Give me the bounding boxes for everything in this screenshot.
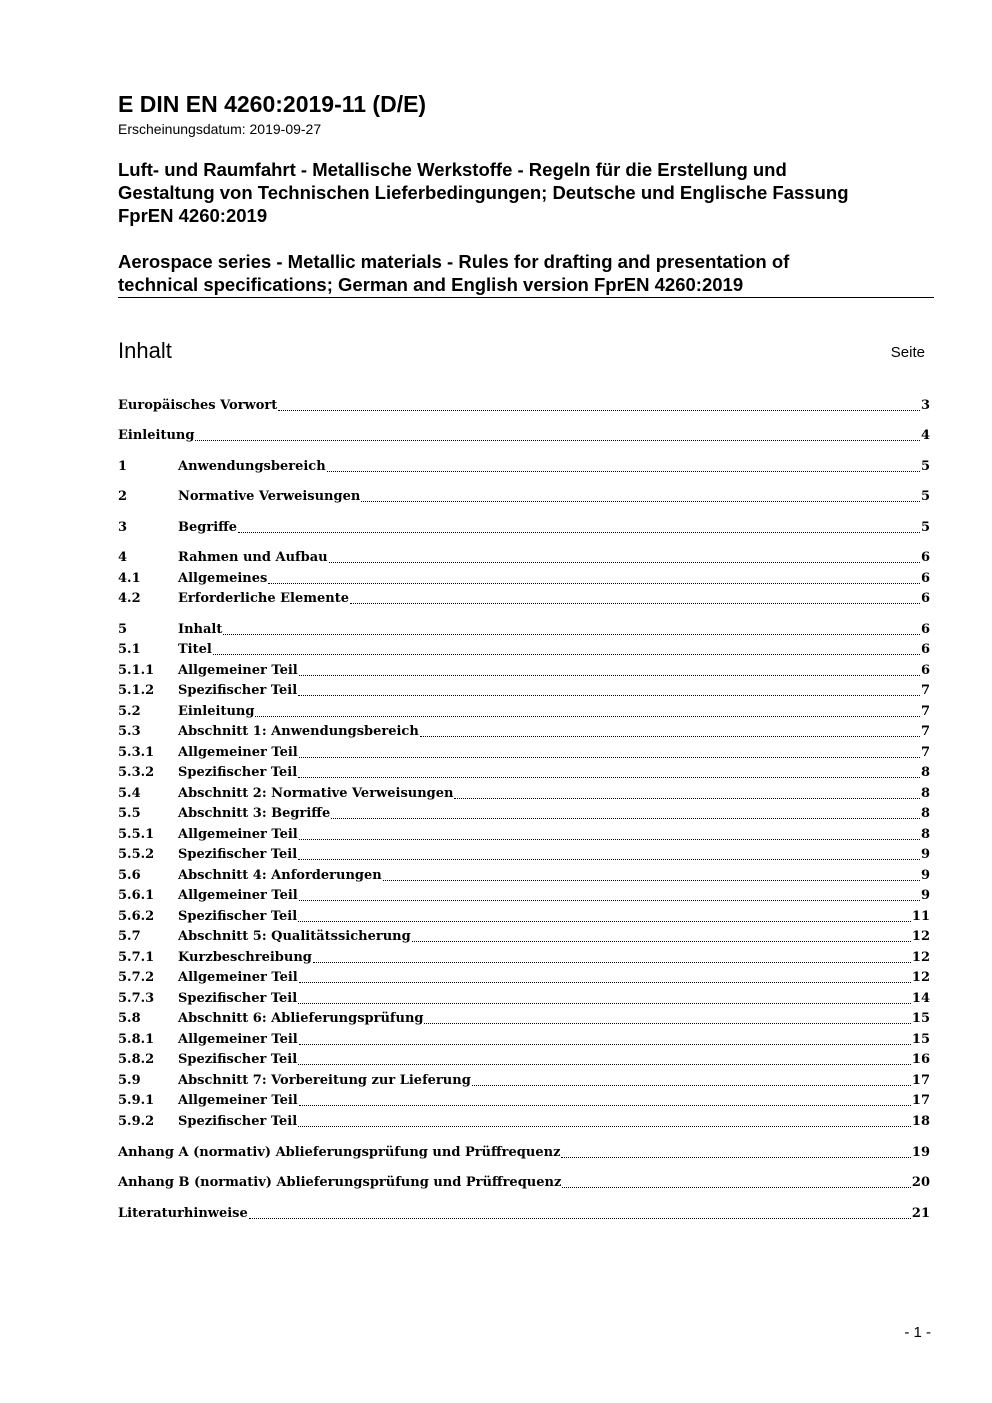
toc-entry-number: 5.2 [118, 704, 141, 719]
toc-dot-leader [298, 776, 920, 778]
toc-entry-title: Allgemeiner Teil [178, 663, 298, 678]
toc-entry-number: 4.1 [118, 571, 141, 586]
toc-entry-page: 18 [911, 1114, 930, 1129]
toc-entry-page: 5 [920, 520, 930, 535]
toc-entry-page: 6 [920, 550, 930, 565]
toc-entry-page: 17 [911, 1073, 930, 1088]
toc-entry-title: Kurzbeschreibung [178, 950, 312, 965]
toc-entry-number: 5.5 [118, 806, 141, 821]
toc-entry-number: 5.4 [118, 786, 141, 801]
toc-entry-title: Allgemeines [178, 571, 268, 586]
toc-entry-page: 6 [920, 571, 930, 586]
toc-entry-number: 2 [118, 489, 128, 504]
toc-entry[interactable] [118, 743, 930, 763]
toc-entry-page: 12 [911, 970, 930, 985]
toc-entry-title: Begriffe [178, 520, 238, 535]
toc-dot-leader [299, 756, 920, 758]
toc-entry[interactable] [118, 948, 930, 968]
toc-entry-page: 8 [920, 827, 930, 842]
toc-entry[interactable] [118, 845, 930, 865]
toc-entry[interactable] [118, 804, 930, 824]
toc-entry[interactable] [118, 1204, 930, 1224]
toc-entry-title: Titel [178, 642, 212, 657]
toc-dot-leader [331, 817, 920, 819]
toc-entry-title: Spezifischer Teil [178, 1114, 298, 1129]
toc-entry-title: Allgemeiner Teil [178, 1093, 298, 1108]
toc-entry-title: Spezifischer Teil [178, 765, 298, 780]
toc-entry-title: Anwendungsbereich [178, 459, 326, 474]
toc-entry-page: 5 [920, 459, 930, 474]
toc-entry-title: Inhalt [178, 622, 223, 637]
toc-entry[interactable] [118, 1091, 930, 1111]
toc-entry-page: 6 [920, 591, 930, 606]
toc-entry-number: 5.3.2 [118, 765, 155, 780]
title-german-line: FprEN 4260:2019 [118, 205, 268, 226]
toc-entry-title: Anhang A (normativ) Ablieferungsprüfung und Prüffrequenz [118, 1145, 561, 1160]
toc-entry[interactable] [118, 518, 930, 538]
toc-entry-page: 20 [911, 1175, 930, 1190]
page-column-label: Seite [890, 344, 925, 361]
toc-dot-leader [298, 858, 920, 860]
toc-entry-title: Spezifischer Teil [178, 847, 298, 862]
toc-dot-leader [249, 1217, 911, 1219]
toc-entry-title: Allgemeiner Teil [178, 970, 298, 985]
toc-entry-number: 5.7.2 [118, 970, 155, 985]
toc-entry-page: 12 [911, 929, 930, 944]
toc-entry-number: 5.7 [118, 929, 141, 944]
toc-entry-title: Literaturhinweise [118, 1206, 248, 1221]
toc-entry[interactable] [118, 1050, 930, 1070]
toc-entry-page: 9 [920, 888, 930, 903]
toc-entry-page: 15 [911, 1032, 930, 1047]
toc-entry[interactable] [118, 1112, 930, 1132]
page-number: - 1 - [904, 1324, 931, 1341]
toc-entry[interactable] [118, 640, 930, 660]
toc-dot-leader [454, 797, 919, 799]
toc-entry-number: 5.7.1 [118, 950, 155, 965]
contents-heading: Inhalt [118, 338, 172, 363]
toc-dot-leader [195, 439, 920, 441]
toc-entry-title: Abschnitt 2: Normative Verweisungen [178, 786, 454, 801]
toc-dot-leader [298, 694, 920, 696]
toc-dot-leader [223, 633, 920, 635]
toc-entry-number: 3 [118, 520, 128, 535]
toc-entry-page: 6 [920, 622, 930, 637]
toc-entry[interactable] [118, 620, 930, 640]
toc-entry-title: Anhang B (normativ) Ablieferungsprüfung und Prüffrequenz [118, 1175, 562, 1190]
toc-entry-number: 4.2 [118, 591, 141, 606]
toc-entry-number: 5.5.2 [118, 847, 155, 862]
toc-entry-page: 8 [920, 786, 930, 801]
toc-entry-number: 5.8.2 [118, 1052, 155, 1067]
toc-entry-number: 4 [118, 550, 128, 565]
toc-entry-title: Spezifischer Teil [178, 683, 298, 698]
toc-entry-title: Abschnitt 1: Anwendungsbereich [178, 724, 419, 739]
toc-entry-page: 3 [920, 398, 930, 413]
toc-entry-page: 12 [911, 950, 930, 965]
toc-entry-number: 5.3 [118, 724, 141, 739]
toc-entry-number: 5.1 [118, 642, 141, 657]
toc-dot-leader [412, 940, 911, 942]
toc-dot-leader [472, 1084, 911, 1086]
toc-entry-page: 8 [920, 765, 930, 780]
toc-entry[interactable] [118, 396, 930, 416]
toc-entry-number: 5.7.3 [118, 991, 155, 1006]
toc-entry-page: 7 [920, 745, 930, 760]
toc-entry-number: 5.1.1 [118, 663, 155, 678]
toc-dot-leader [383, 879, 920, 881]
toc-entry[interactable] [118, 426, 930, 446]
toc-entry-number: 1 [118, 459, 128, 474]
toc-entry-page: 6 [920, 663, 930, 678]
toc-entry[interactable] [118, 589, 930, 609]
toc-entry-number: 5.6.2 [118, 909, 155, 924]
toc-dot-leader [350, 602, 920, 604]
toc-entry[interactable] [118, 661, 930, 681]
toc-entry[interactable] [118, 1143, 930, 1163]
toc-entry-title: Rahmen und Aufbau [178, 550, 328, 565]
document-id: E DIN EN 4260:2019-11 (D/E) [118, 91, 427, 117]
toc-entry-page: 16 [911, 1052, 930, 1067]
toc-entry-number: 5.8 [118, 1011, 141, 1026]
toc-entry-number: 5.1.2 [118, 683, 155, 698]
toc-dot-leader [361, 500, 920, 502]
toc-entry[interactable] [118, 722, 930, 742]
toc-dot-leader [562, 1186, 911, 1188]
toc-entry-title: Normative Verweisungen [178, 489, 361, 504]
toc-entry[interactable] [118, 784, 930, 804]
toc-entry-number: 5.8.1 [118, 1032, 155, 1047]
toc-entry-title: Allgemeiner Teil [178, 1032, 298, 1047]
toc-entry-number: 5.5.1 [118, 827, 155, 842]
toc-entry-title: Abschnitt 7: Vorbereitung zur Lieferung [178, 1073, 471, 1088]
toc-entry-page: 17 [911, 1093, 930, 1108]
toc-entry-page: 21 [911, 1206, 930, 1221]
toc-entry[interactable] [118, 1173, 930, 1193]
toc-entry-title: Einleitung [178, 704, 255, 719]
toc-entry-title: Abschnitt 5: Qualitätssicherung [178, 929, 411, 944]
toc-dot-leader [278, 409, 920, 411]
toc-entry[interactable] [118, 1030, 930, 1050]
toc-dot-leader [299, 1104, 911, 1106]
title-german-line: Luft- und Raumfahrt - Metallische Werkstoffe - Regeln für die Erstellung und [118, 159, 787, 180]
toc-entry-number: 5.9 [118, 1073, 141, 1088]
toc-dot-leader [298, 1125, 911, 1127]
toc-dot-leader [238, 531, 920, 533]
toc-entry[interactable] [118, 681, 930, 701]
toc-entry-number: 5 [118, 622, 128, 637]
toc-dot-leader [329, 561, 920, 563]
toc-dot-leader [268, 582, 920, 584]
toc-dot-leader [327, 470, 920, 472]
toc-dot-leader [298, 920, 911, 922]
toc-dot-leader [561, 1156, 910, 1158]
toc-entry-title: Einleitung [118, 428, 195, 443]
toc-entry-page: 7 [920, 724, 930, 739]
toc-entry[interactable] [118, 457, 930, 477]
toc-dot-leader [299, 674, 920, 676]
toc-entry-title: Abschnitt 6: Ablieferungsprüfung [178, 1011, 424, 1026]
toc-dot-leader [420, 735, 920, 737]
toc-entry-title: Allgemeiner Teil [178, 888, 298, 903]
toc-entry[interactable] [118, 702, 930, 722]
toc-entry[interactable] [118, 989, 930, 1009]
toc-entry[interactable] [118, 907, 930, 927]
publication-date: Erscheinungsdatum: 2019-09-27 [118, 121, 322, 137]
toc-entry-title: Spezifischer Teil [178, 1052, 298, 1067]
toc-entry-page: 5 [920, 489, 930, 504]
toc-entry-page: 8 [920, 806, 930, 821]
toc-entry[interactable] [118, 968, 930, 988]
toc-dot-leader [424, 1022, 910, 1024]
toc-entry-page: 15 [911, 1011, 930, 1026]
toc-entry-title: Spezifischer Teil [178, 991, 298, 1006]
toc-entry-title: Abschnitt 3: Begriffe [178, 806, 331, 821]
toc-dot-leader [298, 1063, 911, 1065]
title-german-line: Gestaltung von Technischen Lieferbedingungen; Deutsche und Englische Fassung [118, 182, 849, 203]
toc-entry-page: 9 [920, 868, 930, 883]
toc-dot-leader [299, 838, 920, 840]
toc-entry[interactable] [118, 1009, 930, 1029]
toc-entry[interactable] [118, 927, 930, 947]
toc-dot-leader [299, 1043, 911, 1045]
toc-entry-number: 5.6 [118, 868, 141, 883]
toc-entry-page: 14 [911, 991, 930, 1006]
toc-entry[interactable] [118, 886, 930, 906]
title-english-line: Aerospace series - Metallic materials - Rules for drafting and presentation of [118, 251, 790, 272]
toc-entry[interactable] [118, 1071, 930, 1091]
toc-dot-leader [255, 715, 920, 717]
toc-dot-leader [299, 899, 920, 901]
toc-entry-title: Abschnitt 4: Anforderungen [178, 868, 382, 883]
toc-dot-leader [299, 981, 911, 983]
title-english-line: technical specifications; German and English version FprEN 4260:2019 [118, 274, 744, 295]
toc-entry-number: 5.3.1 [118, 745, 155, 760]
toc-entry-number: 5.9.1 [118, 1093, 155, 1108]
toc-entry[interactable] [118, 487, 930, 507]
toc-entry[interactable] [118, 866, 930, 886]
toc-entry-page: 6 [920, 642, 930, 657]
toc-entry-page: 19 [911, 1145, 930, 1160]
toc-entry-page: 4 [920, 428, 930, 443]
toc-entry-title: Spezifischer Teil [178, 909, 298, 924]
toc-entry-number: 5.6.1 [118, 888, 155, 903]
toc-entry-title: Erforderliche Elemente [178, 591, 349, 606]
toc-dot-leader [213, 653, 920, 655]
toc-entry-title: Allgemeiner Teil [178, 827, 298, 842]
toc-dot-leader [298, 1002, 911, 1004]
toc-entry-title: Allgemeiner Teil [178, 745, 298, 760]
toc-entry-page: 9 [920, 847, 930, 862]
toc-entry-number: 5.9.2 [118, 1114, 155, 1129]
toc-entry[interactable] [118, 825, 930, 845]
toc-entry[interactable] [118, 763, 930, 783]
toc-entry-title: Europäisches Vorwort [118, 398, 278, 413]
toc-entry-page: 7 [920, 683, 930, 698]
toc-entry-page: 11 [911, 909, 930, 924]
toc-entry-page: 7 [920, 704, 930, 719]
toc-entry[interactable] [118, 569, 930, 589]
toc-entry[interactable] [118, 548, 930, 568]
toc-dot-leader [313, 961, 911, 963]
